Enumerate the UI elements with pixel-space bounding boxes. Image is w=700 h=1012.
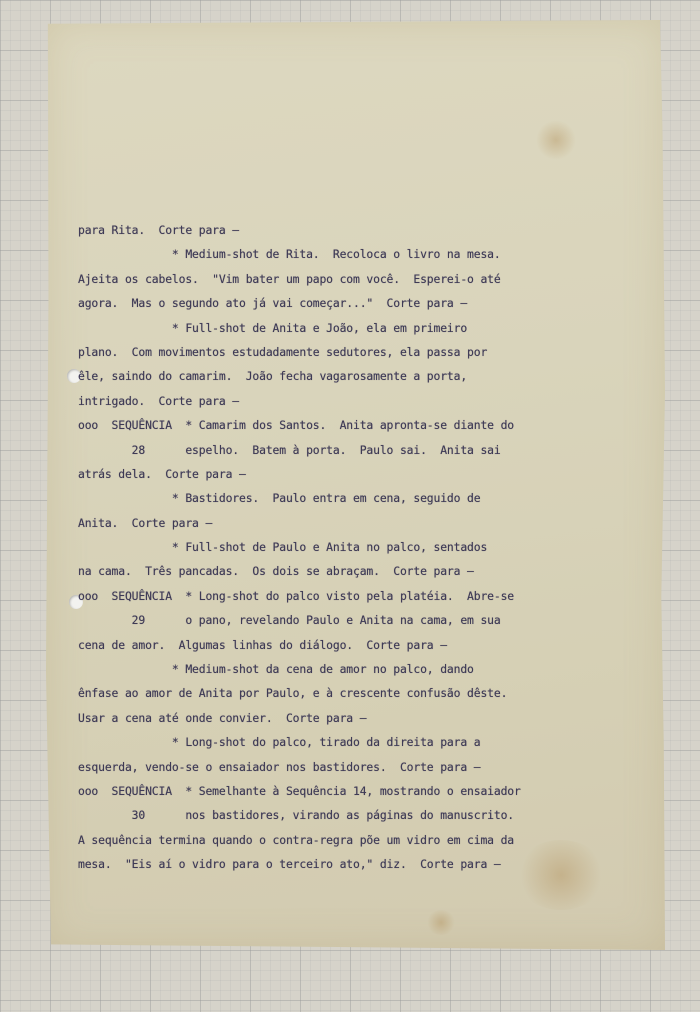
text-line: * Bastidores. Paulo entra em cena, seguido de — [78, 491, 481, 506]
sequence-number-line: 29 o pano, revelando Paulo e Anita na cama, em sua — [78, 613, 501, 628]
text-line: agora. Mas o segundo ato já vai começar..." Corte para — — [78, 296, 468, 311]
age-stain — [426, 910, 456, 935]
text-line: intrigado. Corte para — — [78, 393, 239, 408]
age-stain — [536, 120, 576, 160]
text-line: atrás dela. Corte para — — [78, 466, 246, 481]
text-line: * Full-shot de Anita e João, ela em primeiro — [78, 320, 468, 335]
text-line: * Long-shot do palco, tirado da direita para a — [78, 735, 481, 750]
sequence-line: ooo SEQUÊNCIA * Semelhante à Sequência 14, mostrando o ensaiador — [78, 783, 521, 798]
text-line: plano. Com movimentos estudadamente sedutores, ela passa por — [78, 344, 488, 359]
text-line: Usar a cena até onde convier. Corte para — — [78, 710, 367, 725]
text-line: esquerda, vendo-se o ensaiador nos bastidores. Corte para — — [78, 759, 481, 774]
text-line: Anita. Corte para — — [78, 515, 213, 530]
text-line: Ajeita os cabelos. "Vim bater um papo com você. Esperei-o até — [78, 271, 501, 286]
text-line: êle, saindo do camarim. João fecha vagarosamente a porta, — [78, 369, 468, 384]
sequence-line: ooo SEQUÊNCIA * Long-shot do palco visto pela platéia. Abre-se — [78, 588, 515, 603]
script-text — [78, 218, 598, 877]
sequence-number-line: 28 espelho. Batem à porta. Paulo sai. Anita sai — [78, 442, 501, 457]
text-line: na cama. Três pancadas. Os dois se abraçam. Corte para — — [78, 564, 474, 579]
text-line: A sequência termina quando o contra-regra põe um vidro em cima da — [78, 832, 515, 847]
text-line: * Medium-shot da cena de amor no palco, dando — [78, 662, 474, 677]
text-line: ênfase ao amor de Anita por Paulo, e à crescente confusão dêste. — [78, 686, 508, 701]
sequence-line: ooo SEQUÊNCIA * Camarim dos Santos. Anita apronta-se diante do — [78, 418, 515, 433]
text-line: mesa. "Eis aí o vidro para o terceiro ato," diz. Corte para — — [78, 857, 501, 872]
text-line: * Full-shot de Paulo e Anita no palco, sentados — [78, 540, 488, 555]
sequence-number-line: 30 nos bastidores, virando as páginas do manuscrito. — [78, 808, 515, 823]
text-line: cena de amor. Algumas linhas do diálogo. Corte para — — [78, 637, 447, 652]
text-line: para Rita. Corte para — — [78, 223, 239, 237]
text-line: * Medium-shot de Rita. Recoloca o livro na mesa. — [78, 247, 501, 262]
